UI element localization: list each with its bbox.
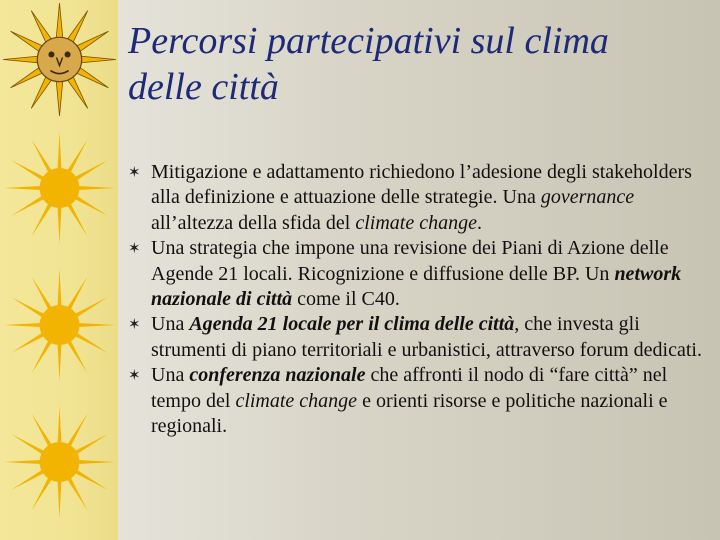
bullet-text-segment: . bbox=[476, 211, 482, 234]
bullet-text-segment: che affronti il nodo di “fare città” nel tempo del bbox=[151, 364, 668, 412]
bullet-text-segment: governance bbox=[540, 186, 635, 209]
bullet-item bbox=[128, 236, 713, 312]
slide-title bbox=[128, 18, 708, 110]
bullet-text-segment: Una bbox=[151, 364, 190, 387]
sun-with-face-icon bbox=[2, 2, 117, 117]
bullet-text-segment: conferenza nazionale bbox=[189, 364, 366, 387]
bullet-list bbox=[128, 160, 713, 439]
bullet-text-segment: come il C40. bbox=[292, 288, 400, 311]
sun-icon bbox=[2, 255, 117, 395]
bullet-text-segment: all’altezza della sfida del bbox=[151, 211, 356, 234]
bullet-star-icon: ✶ bbox=[128, 317, 141, 334]
title-line-1: Percorsi partecipativi sul clima bbox=[128, 20, 609, 62]
bullet-text-segment: climate change bbox=[355, 211, 477, 234]
bullet-star-icon: ✶ bbox=[128, 368, 141, 385]
bullet-text-segment: Una strategia che impone una revisione dei Piani di Azione delle Agende 21 locali. Ricognizione e diffusione delle BP. Un bbox=[151, 237, 669, 285]
title-line-2: delle città bbox=[128, 66, 279, 108]
bullet-text-segment: network nazionale di città bbox=[151, 262, 682, 311]
bullet-text-segment: Agenda 21 locale per il clima delle città bbox=[189, 313, 515, 336]
bullet-item bbox=[128, 160, 713, 236]
bullet-text-segment: e orienti risorse e politiche nazionali e regionali. bbox=[151, 389, 668, 438]
bullet-text-segment: Una bbox=[151, 313, 190, 336]
bullet-text-segment: Mitigazione e adattamento richiedono l’adesione degli stakeholders alla definizione e attuazione delle strategie. Una bbox=[151, 161, 692, 209]
bullet-star-icon: ✶ bbox=[128, 165, 141, 181]
bullet-item bbox=[128, 312, 713, 363]
sun-icon bbox=[2, 392, 117, 540]
bullet-text-segment: climate change bbox=[235, 389, 358, 412]
bullet-star-icon: ✶ bbox=[128, 241, 141, 258]
bullet-item bbox=[128, 363, 713, 439]
sun-icon bbox=[2, 118, 117, 258]
bullet-text-segment: , che investa gli strumenti di piano territoriali e urbanistici, attraverso forum dedicati. bbox=[151, 313, 702, 361]
